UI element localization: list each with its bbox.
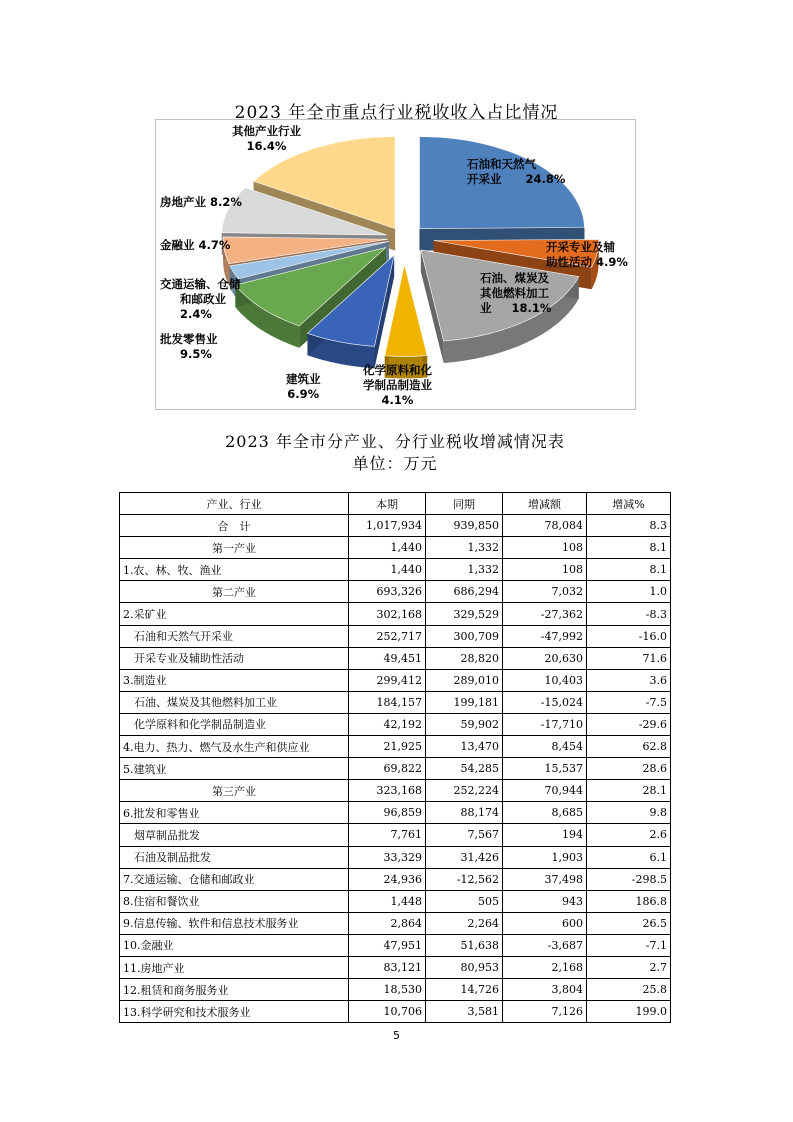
table-row <box>120 1001 671 1023</box>
cell-industry: 5.建筑业 <box>120 758 349 780</box>
cell-diff: 10,403 <box>503 669 587 691</box>
cell-industry: 石油、煤炭及其他燃料加工业 <box>120 691 349 713</box>
cell-current: 252,717 <box>349 625 426 647</box>
cell-pct: -7.5 <box>587 691 671 713</box>
table-row <box>120 691 671 713</box>
cell-previous: 3,581 <box>426 1001 503 1023</box>
cell-pct: 199.0 <box>587 1001 671 1023</box>
cell-pct: -16.0 <box>587 625 671 647</box>
cell-pct: 2.7 <box>587 956 671 978</box>
table-row <box>120 780 671 802</box>
table-row <box>120 824 671 846</box>
cell-previous: 939,850 <box>426 515 503 537</box>
cell-industry: 烟草制品批发 <box>120 824 349 846</box>
cell-diff: 7,032 <box>503 581 587 603</box>
label-wholesale: 批发零售业 9.5% <box>160 332 218 361</box>
cell-current: 1,017,934 <box>349 515 426 537</box>
cell-current: 69,822 <box>349 758 426 780</box>
cell-diff: 8,454 <box>503 736 587 758</box>
label-oil-gas: 石油和天然气 开采业 24.8% <box>467 157 566 186</box>
cell-previous: 7,567 <box>426 824 503 846</box>
table-row <box>120 559 671 581</box>
cell-pct: 8.1 <box>587 559 671 581</box>
table-header-row <box>120 493 671 515</box>
table-row <box>120 979 671 1001</box>
cell-diff: 3,804 <box>503 979 587 1001</box>
cell-industry: 1.农、林、牧、渔业 <box>120 559 349 581</box>
cell-current: 302,168 <box>349 603 426 625</box>
table-row <box>120 625 671 647</box>
cell-current: 21,925 <box>349 736 426 758</box>
cell-pct: 71.6 <box>587 647 671 669</box>
table-row <box>120 581 671 603</box>
label-realestate: 房地产业 8.2% <box>160 195 242 209</box>
cell-pct: 8.3 <box>587 515 671 537</box>
table-row <box>120 912 671 934</box>
cell-pct: 26.5 <box>587 912 671 934</box>
cell-diff: 15,537 <box>503 758 587 780</box>
cell-industry: 石油和天然气开采业 <box>120 625 349 647</box>
cell-industry: 10.金融业 <box>120 934 349 956</box>
cell-pct: 3.6 <box>587 669 671 691</box>
page-number: 5 <box>393 1029 400 1042</box>
cell-previous: 1,332 <box>426 559 503 581</box>
cell-previous: 199,181 <box>426 691 503 713</box>
cell-current: 299,412 <box>349 669 426 691</box>
label-transport: 交通运输、仓储 和邮政业 2.4% <box>160 277 241 321</box>
cell-previous: 1,332 <box>426 537 503 559</box>
cell-diff: 1,903 <box>503 846 587 868</box>
cell-previous: 88,174 <box>426 802 503 824</box>
cell-industry: 4.电力、热力、燃气及水生产和供应业 <box>120 736 349 758</box>
cell-diff: 943 <box>503 890 587 912</box>
cell-previous: -12,562 <box>426 868 503 890</box>
table-row <box>120 868 671 890</box>
cell-previous: 329,529 <box>426 603 503 625</box>
cell-previous: 289,010 <box>426 669 503 691</box>
cell-previous: 686,294 <box>426 581 503 603</box>
cell-pct: 1.0 <box>587 581 671 603</box>
table-row <box>120 846 671 868</box>
header-current: 本期 <box>349 493 426 515</box>
cell-industry: 2.采矿业 <box>120 603 349 625</box>
cell-diff: 108 <box>503 537 587 559</box>
cell-pct: -298.5 <box>587 868 671 890</box>
cell-diff: -17,710 <box>503 713 587 735</box>
cell-diff: 7,126 <box>503 1001 587 1023</box>
table-row <box>120 758 671 780</box>
cell-previous: 31,426 <box>426 846 503 868</box>
table-row <box>120 603 671 625</box>
cell-previous: 252,224 <box>426 780 503 802</box>
label-chemical: 化学原料和化 学制品制造业 4.1% <box>363 363 432 407</box>
cell-previous: 59,902 <box>426 713 503 735</box>
cell-current: 2,864 <box>349 912 426 934</box>
cell-industry: 3.制造业 <box>120 669 349 691</box>
table-title: 2023 年全市分产业、分行业税收增减情况表 单位：万元 <box>120 431 670 475</box>
header-previous: 同期 <box>426 493 503 515</box>
cell-diff: 600 <box>503 912 587 934</box>
cell-current: 96,859 <box>349 802 426 824</box>
cell-diff: 20,630 <box>503 647 587 669</box>
chart-title: 2023 年全市重点行业税收收入占比情况 <box>234 103 559 123</box>
table-row <box>120 537 671 559</box>
cell-previous: 14,726 <box>426 979 503 1001</box>
cell-current: 10,706 <box>349 1001 426 1023</box>
cell-diff: 194 <box>503 824 587 846</box>
cell-industry: 石油及制品批发 <box>120 846 349 868</box>
cell-pct: 62.8 <box>587 736 671 758</box>
cell-industry: 12.租赁和商务服务业 <box>120 979 349 1001</box>
cell-previous: 54,285 <box>426 758 503 780</box>
cell-previous: 2,264 <box>426 912 503 934</box>
cell-current: 323,168 <box>349 780 426 802</box>
cell-industry: 9.信息传输、软件和信息技术服务业 <box>120 912 349 934</box>
cell-industry: 第三产业 <box>120 780 349 802</box>
table-row <box>120 647 671 669</box>
cell-pct: 6.1 <box>587 846 671 868</box>
cell-industry: 化学原料和化学制品制造业 <box>120 713 349 735</box>
header-pct: 增减% <box>587 493 671 515</box>
cell-pct: 2.6 <box>587 824 671 846</box>
cell-previous: 505 <box>426 890 503 912</box>
cell-pct: -7.1 <box>587 934 671 956</box>
cell-industry: 8.住宿和餐饮业 <box>120 890 349 912</box>
label-petroleum: 石油、煤炭及 其他燃料加工 业 18.1% <box>480 271 552 315</box>
cell-diff: 2,168 <box>503 956 587 978</box>
table-row <box>120 736 671 758</box>
table-row <box>120 934 671 956</box>
label-other: 其他产业行业 16.4% <box>232 124 301 153</box>
cell-diff: 70,944 <box>503 780 587 802</box>
cell-previous: 51,638 <box>426 934 503 956</box>
cell-pct: -29.6 <box>587 713 671 735</box>
cell-pct: 9.8 <box>587 802 671 824</box>
cell-industry: 13.科学研究和技术服务业 <box>120 1001 349 1023</box>
pie-chart <box>155 119 636 410</box>
cell-current: 7,761 <box>349 824 426 846</box>
cell-current: 42,192 <box>349 713 426 735</box>
cell-industry: 6.批发和零售业 <box>120 802 349 824</box>
table-row <box>120 669 671 691</box>
cell-current: 83,121 <box>349 956 426 978</box>
cell-industry: 第一产业 <box>120 537 349 559</box>
table-row <box>120 890 671 912</box>
cell-diff: -15,024 <box>503 691 587 713</box>
cell-diff: -27,362 <box>503 603 587 625</box>
cell-current: 1,440 <box>349 537 426 559</box>
cell-current: 693,326 <box>349 581 426 603</box>
cell-diff: 37,498 <box>503 868 587 890</box>
cell-pct: 8.1 <box>587 537 671 559</box>
cell-diff: -47,992 <box>503 625 587 647</box>
cell-industry: 7.交通运输、仓储和邮政业 <box>120 868 349 890</box>
cell-pct: 25.8 <box>587 979 671 1001</box>
cell-previous: 28,820 <box>426 647 503 669</box>
table-row <box>120 713 671 735</box>
cell-industry: 11.房地产业 <box>120 956 349 978</box>
tax-table <box>119 492 671 1023</box>
table-unit: 单位：万元 <box>352 454 438 473</box>
table-row <box>120 515 671 537</box>
cell-industry: 开采专业及辅助性活动 <box>120 647 349 669</box>
header-industry: 产业、行业 <box>120 493 349 515</box>
table-row <box>120 802 671 824</box>
cell-pct: 186.8 <box>587 890 671 912</box>
cell-diff: 78,084 <box>503 515 587 537</box>
cell-previous: 80,953 <box>426 956 503 978</box>
cell-pct: -8.3 <box>587 603 671 625</box>
label-mining-support: 开采专业及辅 助性活动 4.9% <box>546 240 628 269</box>
cell-current: 47,951 <box>349 934 426 956</box>
cell-pct: 28.6 <box>587 758 671 780</box>
cell-industry: 第二产业 <box>120 581 349 603</box>
cell-current: 49,451 <box>349 647 426 669</box>
cell-previous: 13,470 <box>426 736 503 758</box>
cell-diff: 108 <box>503 559 587 581</box>
cell-current: 1,440 <box>349 559 426 581</box>
cell-diff: -3,687 <box>503 934 587 956</box>
header-diff: 增减额 <box>503 493 587 515</box>
label-finance: 金融业 4.7% <box>160 238 231 252</box>
cell-current: 24,936 <box>349 868 426 890</box>
cell-diff: 8,685 <box>503 802 587 824</box>
table-row <box>120 956 671 978</box>
cell-current: 33,329 <box>349 846 426 868</box>
cell-industry: 合 计 <box>120 515 349 537</box>
cell-current: 1,448 <box>349 890 426 912</box>
label-construction: 建筑业 6.9% <box>286 372 321 401</box>
cell-current: 18,530 <box>349 979 426 1001</box>
cell-current: 184,157 <box>349 691 426 713</box>
cell-pct: 28.1 <box>587 780 671 802</box>
cell-previous: 300,709 <box>426 625 503 647</box>
